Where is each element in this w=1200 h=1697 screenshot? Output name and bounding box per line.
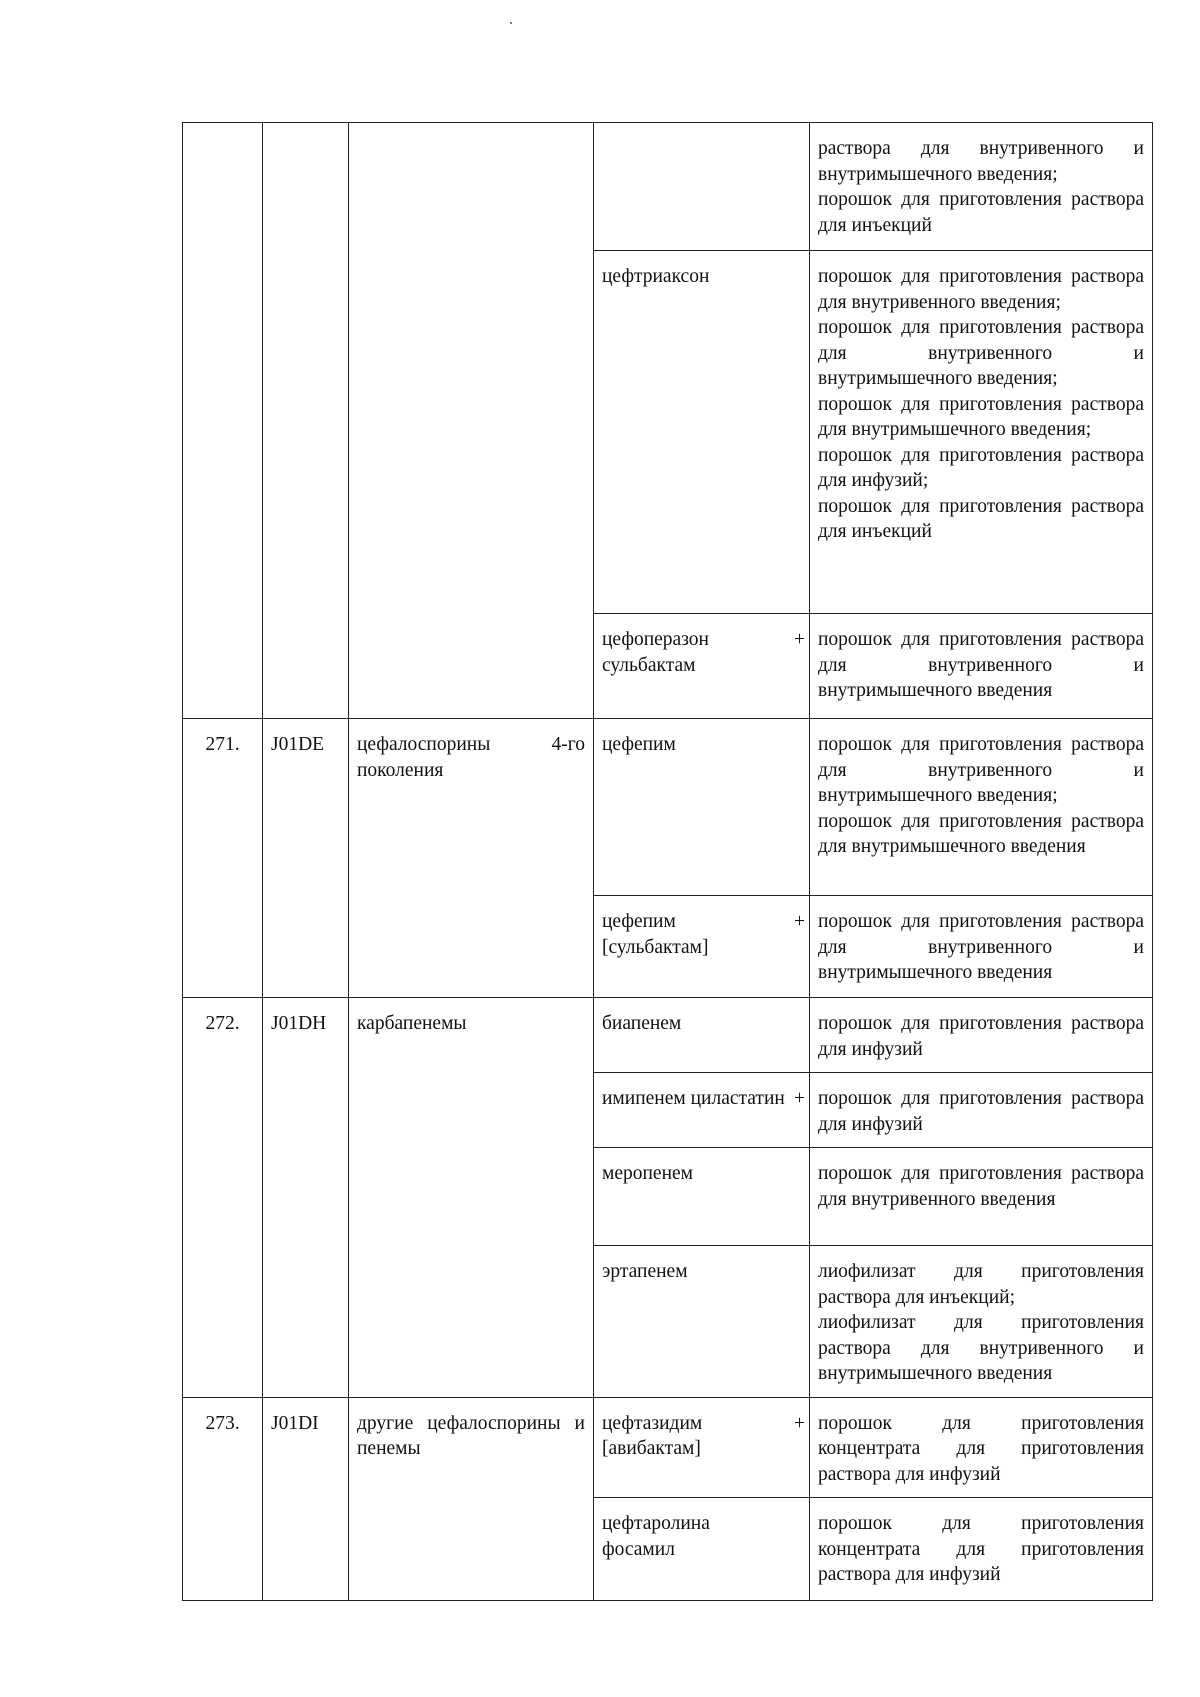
drug-name: цефепим <box>602 734 676 755</box>
dosage-form-entry: порошок для приготовления раствора для внутривенного введения; <box>818 266 1144 313</box>
dosage-form-entry: порошок для приготовления концентрата для приготовления раствора для инфузий <box>818 1412 1144 1485</box>
plus-sign: + <box>794 1412 805 1434</box>
dosage-form-cell <box>810 896 1153 998</box>
pharm-group-cell <box>349 123 594 719</box>
drug-name-cell <box>594 1148 810 1246</box>
pharm-group-cell <box>349 998 594 1398</box>
plus-sign: + <box>794 629 805 650</box>
dosage-form-entry: порошок для приготовления раствора для инъекций <box>818 495 1144 542</box>
item-number: 272. <box>205 1013 240 1034</box>
dosage-form-entry: порошок для приготовления раствора для внутривенного введения <box>818 1163 1144 1210</box>
atc-code: J01DI <box>271 1412 319 1434</box>
item-number: 271. <box>205 734 240 755</box>
drug-name-cell <box>594 123 810 251</box>
dosage-form-cell <box>810 1073 1153 1148</box>
item-number-cell <box>183 1397 263 1601</box>
drug-name: эртапенем <box>602 1261 688 1282</box>
dosage-form-entry: порошок для приготовления раствора для внутривенного и внутримышечного введения; <box>818 734 1144 806</box>
item-number-cell <box>183 998 263 1398</box>
drug-name: цефтазидим [авибактам] <box>602 1412 703 1459</box>
plus-sign: + <box>794 911 805 932</box>
pharm-group-name: карбапенемы <box>357 1013 467 1034</box>
table-row <box>183 998 1153 1073</box>
dosage-form-cell <box>810 1246 1153 1398</box>
dosage-form-entry: раствора для внутривенного и внутримышечного введения; <box>818 138 1144 185</box>
atc-code-cell <box>263 123 349 719</box>
drug-name-cell <box>594 719 810 896</box>
dosage-form-entry: порошок для приготовления раствора для инъекций <box>818 189 1144 236</box>
item-number-cell <box>183 719 263 998</box>
dosage-form-cell <box>810 719 1153 896</box>
dosage-form-cell <box>810 123 1153 251</box>
dosage-form-cell <box>810 1498 1153 1601</box>
table-row <box>183 1397 1153 1498</box>
plus-sign: + <box>794 1088 805 1109</box>
dosage-form-entry: лиофилизат для приготовления раствора для внутривенного и внутримышечного введения <box>818 1312 1144 1384</box>
drug-name-cell <box>594 1073 810 1148</box>
dosage-form-entry: порошок для приготовления раствора для внутривенного и внутримышечного введения; <box>818 317 1144 389</box>
pharm-group-name: другие цефалоспорины и пенемы <box>357 1412 585 1459</box>
dosage-form-entry: порошок для приготовления раствора для инфузий <box>818 1013 1144 1060</box>
drug-name-cell <box>594 1498 810 1601</box>
drug-name: цефепим [сульбактам] <box>602 911 709 958</box>
dosage-form-entry: порошок для приготовления концентрата для приготовления раствора для инфузий <box>818 1513 1144 1585</box>
drug-name-cell <box>594 998 810 1073</box>
dosage-form-entry: порошок для приготовления раствора для внутривенного и внутримышечного введения <box>818 629 1144 701</box>
dosage-form-cell <box>810 614 1153 719</box>
pharm-group-name: цефалоспорины 4-го поколения <box>357 734 585 781</box>
drug-list-table <box>182 122 1153 1601</box>
scan-speck <box>510 22 512 24</box>
drug-name: меропенем <box>602 1163 694 1184</box>
drug-name-cell <box>594 251 810 614</box>
atc-code: J01DE <box>271 734 325 755</box>
table-row <box>183 123 1153 251</box>
drug-name: цефтаролина фосамил <box>602 1513 710 1560</box>
dosage-form-entry: порошок для приготовления раствора для инфузий <box>818 1088 1144 1135</box>
drug-list-body <box>183 123 1153 1601</box>
dosage-form-cell <box>810 998 1153 1073</box>
drug-name: биапенем <box>602 1013 682 1034</box>
table-row <box>183 719 1153 896</box>
item-number: 273. <box>205 1412 240 1434</box>
drug-name-cell <box>594 1246 810 1398</box>
drug-name: имипенем циластатин <box>602 1088 785 1109</box>
drug-name-cell <box>594 1397 810 1498</box>
item-number-cell <box>183 123 263 719</box>
drug-name-cell <box>594 896 810 998</box>
dosage-form-entry: порошок для приготовления раствора для внутримышечного введения; <box>818 393 1144 440</box>
atc-code-cell <box>263 1397 349 1601</box>
dosage-form-entry: порошок для приготовления раствора для инфузий; <box>818 444 1144 491</box>
dosage-form-entry: порошок для приготовления раствора для внутривенного и внутримышечного введения <box>818 911 1144 983</box>
pharm-group-cell <box>349 1397 594 1601</box>
dosage-form-entry: лиофилизат для приготовления раствора для инъекций; <box>818 1261 1144 1308</box>
dosage-form-cell <box>810 1397 1153 1498</box>
drug-name: цефтриаксон <box>602 266 710 287</box>
dosage-form-entry: порошок для приготовления раствора для внутримышечного введения <box>818 810 1144 857</box>
atc-code: J01DH <box>271 1013 327 1034</box>
dosage-form-cell <box>810 251 1153 614</box>
drug-name-cell <box>594 614 810 719</box>
atc-code-cell <box>263 998 349 1398</box>
drug-name: цефоперазон сульбактам <box>602 629 709 676</box>
atc-code-cell <box>263 719 349 998</box>
dosage-form-cell <box>810 1148 1153 1246</box>
pharm-group-cell <box>349 719 594 998</box>
